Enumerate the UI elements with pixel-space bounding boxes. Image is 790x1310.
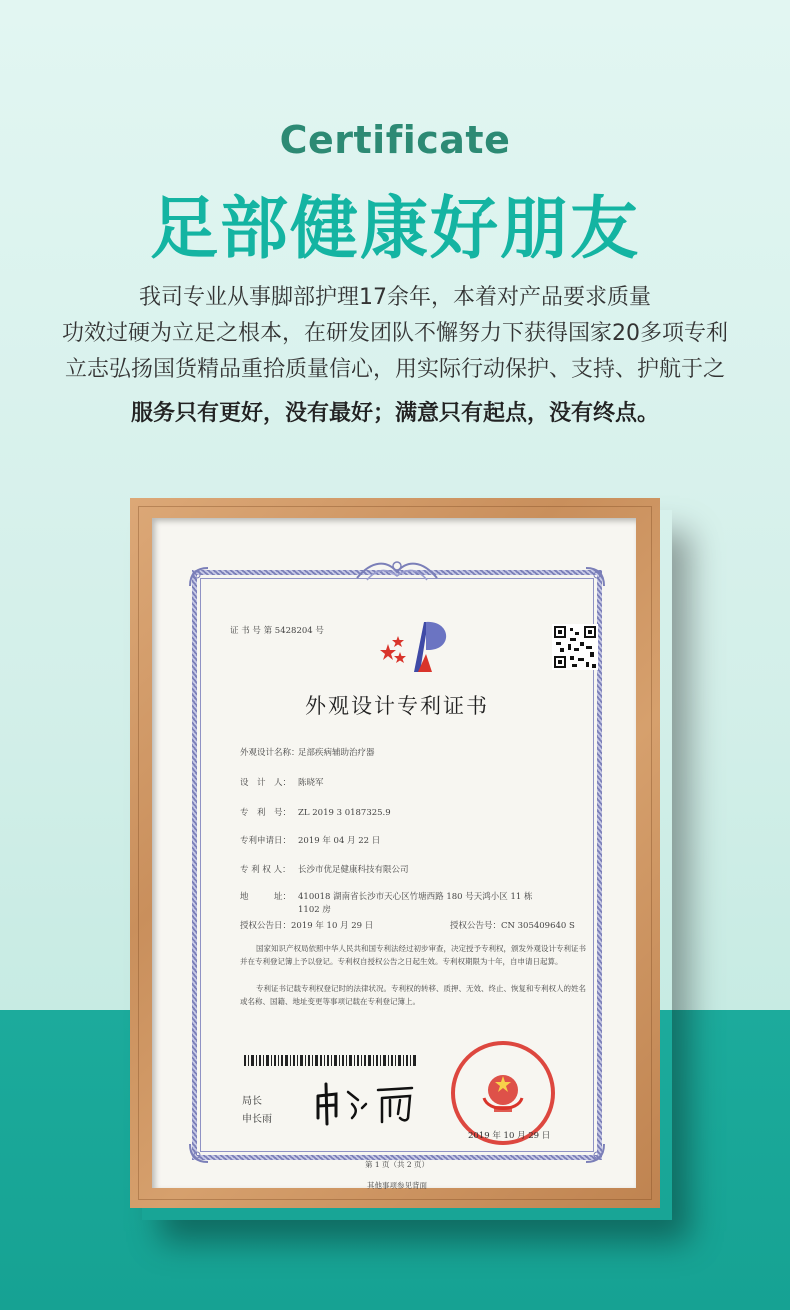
seal-date: 2019 年 10 月 29 日 [468,1131,551,1141]
field-grant-number: 授权公告号：CN 305409640 S [450,921,575,931]
corner-ornament-icon [188,566,210,588]
field-design-name: 外观设计名称：足部疾病辅助治疗器 [240,748,375,758]
ornament-icon [352,558,442,584]
field-patentee: 专 利 权 人： 长沙市优足健康科技有限公司 [240,865,409,875]
back-note: 其他事项参见背面 [367,1181,427,1190]
intro-line-2: 功效过硬为立足之根本，在研发团队不懈努力下获得国家20多项专利 [62,321,728,346]
field-designer: 设 计 人： 陈晓军 [240,778,324,788]
field-grant-date: 授权公告日：2019 年 10 月 29 日 [240,921,374,931]
director-name: 申长雨 [242,1114,272,1125]
director-title: 局长 [242,1096,262,1107]
field-address: 地 址： 410018 湖南省长沙市天心区竹塘西路 180 号天鸿小区 11 栋 [240,892,533,902]
certificate-paragraph-1: 国家知识产权局依照中华人民共和国专利法经过初步审查，决定授予专利权，颁发外观设计专利证书并在专利登记簿上予以登记。专利权自授权公告之日起生效。专利权期限为十年，自申请日起算。 [240,944,586,966]
barcode-icon [244,1055,416,1066]
intro-line-1: 我司专业从事脚部护理17余年，本着对产品要求质量 [139,285,651,310]
intro-text [0,280,790,388]
certificate-title: 外观设计专利证书 [305,694,489,718]
signature-icon [312,1078,420,1128]
qr-code-icon [552,624,598,670]
intro-line-3: 立志弘扬国货精品重拾质量信心，用实际行动保护、支持、护航于之 [64,357,725,382]
section-eyebrow: Certificate [279,118,511,162]
certificate-number: 证 书 号 第 5428204 号 [230,626,324,636]
certificate-frame [130,498,660,1208]
patent-emblem-icon [380,614,458,676]
field-patent-number: 专 利 号： ZL 2019 3 0187325.9 [240,808,391,818]
page-number: 第 1 页（共 2 页） [364,1160,430,1169]
slogan: 服务只有更好，没有最好；满意只有起点，没有终点。 [130,401,659,426]
certificate-paper [152,518,636,1188]
section-headline: 足部健康好朋友 [149,190,640,269]
field-address-line2: 1102 房 [298,905,331,915]
certificate-paragraph-2: 专利证书记载专利权登记时的法律状况。专利权的转移、质押、无效、终止、恢复和专利权人的姓名或名称、国籍、地址变更等事项记载在专利登记簿上。 [240,984,586,1006]
corner-ornament-icon [584,566,606,588]
field-application-date: 专利申请日： 2019 年 04 月 22 日 [240,836,381,846]
